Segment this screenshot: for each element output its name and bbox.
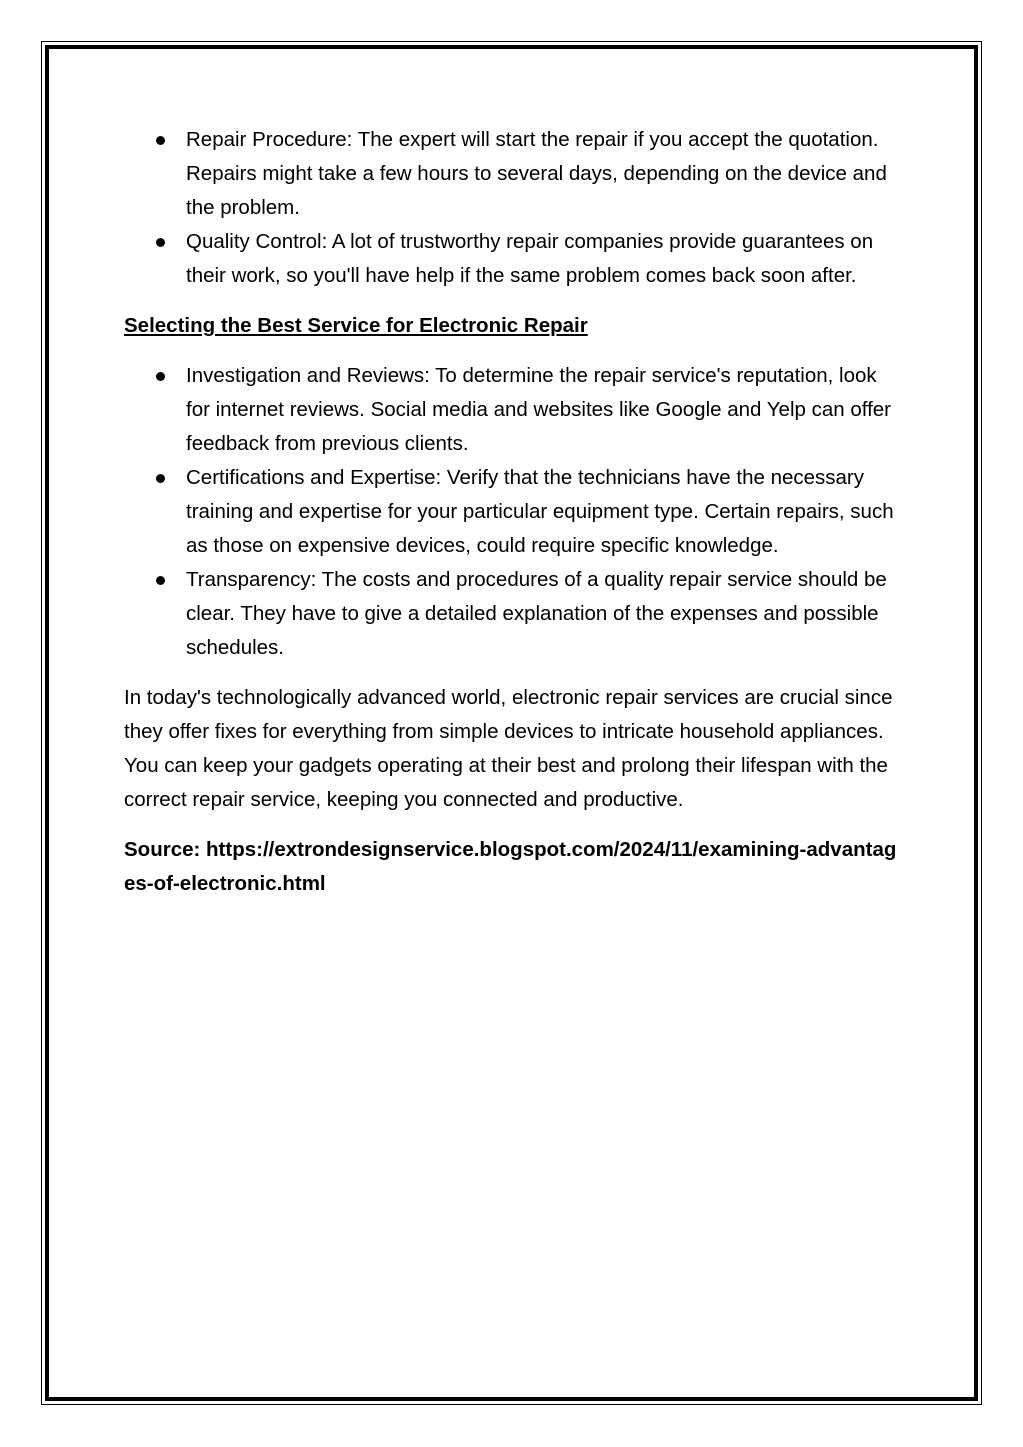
bullet-icon — [156, 238, 165, 247]
bullet-list-repair-process — [124, 123, 904, 293]
list-item — [124, 225, 904, 293]
list-item — [124, 461, 904, 563]
bullet-list-selection-criteria — [124, 359, 904, 665]
list-item-text: Certifications and Expertise: Verify that the technicians have the necessary training and expertise for your particular equipment type. Certain repairs, such as those on expensive devices, could require specific knowledge. — [186, 466, 894, 557]
list-item-text: Transparency: The costs and procedures of a quality repair service should be clear. They have to give a detailed explanation of the expenses and possible schedules. — [186, 568, 887, 659]
list-item — [124, 563, 904, 665]
bullet-icon — [156, 372, 165, 381]
bullet-icon — [156, 576, 165, 585]
document-body — [124, 123, 904, 901]
conclusion-paragraph: In today's technologically advanced world, electronic repair services are crucial since they offer fixes for everything from simple devices to intricate household appliances. You can keep your gadgets operating at their best and prolong their lifespan with the correct repair service, keeping you connected and productive. — [124, 686, 893, 811]
list-item-text: Investigation and Reviews: To determine the repair service's reputation, look for internet reviews. Social media and websites like Google and Yelp can offer feedback from previous clients. — [186, 364, 892, 455]
section-heading: Selecting the Best Service for Electronic Repair — [124, 314, 588, 337]
list-item — [124, 359, 904, 461]
bullet-icon — [156, 474, 165, 483]
list-item-text: Repair Procedure: The expert will start the repair if you accept the quotation. Repairs might take a few hours to several days, depending on the device and the problem. — [186, 128, 887, 219]
bullet-icon — [156, 136, 165, 145]
list-item — [124, 123, 904, 225]
list-item-text: Quality Control: A lot of trustworthy repair companies provide guarantees on their work, so you'll have help if the same problem comes back soon after. — [186, 230, 874, 287]
source-link[interactable]: Source: https://extrondesignservice.blogspot.com/2024/11/examining-advantages-of-electronic.html — [124, 838, 897, 895]
